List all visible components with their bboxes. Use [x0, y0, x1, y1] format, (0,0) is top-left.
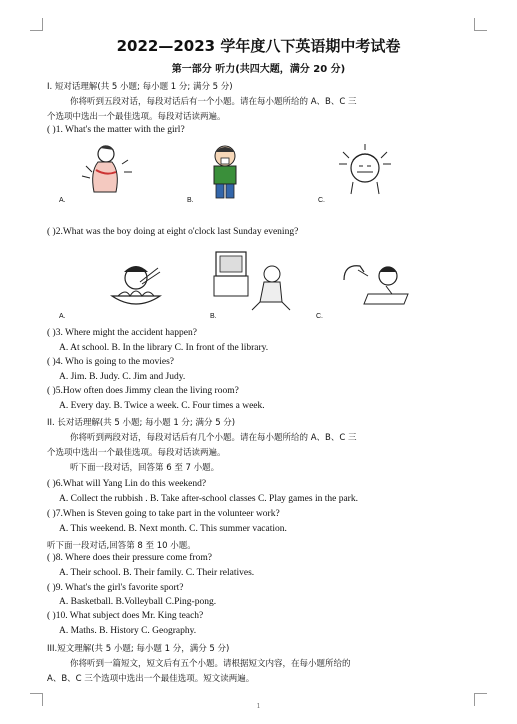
question-8: ( )8. Where does their pressure come from? — [47, 553, 212, 563]
section2-instruction-line2: 个选项中选出一个最佳选项。每段对话读两遍。 — [47, 448, 226, 458]
question-6: ( )6.What will Yang Lin do this weekend? — [47, 479, 207, 489]
question-3: ( )3. Where might the accident happen? — [47, 328, 197, 338]
question-8-options: A. Their school. B. Their family. C. Their relatives. — [59, 568, 255, 578]
question-3-options: A. At school. B. In the library C. In front of the library. — [59, 343, 269, 353]
question-5: ( )5.How often does Jimmy clean the living room? — [47, 386, 239, 396]
q2-label-b: B. — [210, 313, 217, 320]
section1-heading: I. 短对话理解(共 5 小题; 每小题 1 分; 满分 5 分) — [47, 82, 233, 92]
question-9: ( )9. What's the girl's favorite sport? — [47, 583, 184, 593]
doing-homework-picture — [340, 260, 416, 312]
part-one-subtitle: 第一部分 听力(共四大题，满分 20 分) — [171, 64, 346, 75]
question-5-options: A. Every day. B. Twice a week. C. Four times a week. — [59, 401, 265, 411]
q1-label-b: B. — [187, 197, 194, 204]
cold-sneezing-picture — [200, 142, 250, 202]
q2-label-a: A. — [59, 313, 66, 320]
section2-listen-first: 听下面一段对话，回答第 6 至 7 小题。 — [70, 463, 220, 473]
question-7: ( )7.When is Steven going to take part in the volunteer work? — [47, 509, 280, 519]
exam-title: 2022—2023 学年度八下英语期中考试卷 — [116, 37, 401, 55]
section2-instruction-line1: 你将听到两段对话，每段对话后有几个小题。请在每小题所给的 A、B、C 三 — [70, 433, 357, 443]
question-7-options: A. This weekend. B. Next month. C. This summer vacation. — [59, 524, 287, 534]
section1-instruction-line1: 你将听到五段对话，每段对话后有一个小题。请在每小题所给的 A、B、C 三 — [70, 97, 357, 107]
section3-instruction-line2: A、B、C 三个选项中选出一个最佳选项。短文读两遍。 — [47, 674, 255, 684]
section2-heading: II. 长对话理解(共 5 小题; 每小题 1 分; 满分 5 分) — [47, 418, 236, 428]
section3-heading: III.短文理解(共 5 小题; 每小题 1 分，满分 5 分) — [47, 644, 230, 654]
watching-tv-picture — [212, 246, 298, 312]
crop-mark-top-right — [474, 18, 487, 31]
question-6-options: A. Collect the rubbish . B. Take after-school classes C. Play games in the park. — [59, 494, 358, 504]
page-number: 1 — [256, 703, 261, 710]
crop-mark-top-left — [30, 18, 43, 31]
section2-listen-second: 听下面一段对话,回答第 8 至 10 小题。 — [47, 541, 196, 551]
q1-label-c: C. — [318, 197, 325, 204]
section1-instruction-line2: 个选项中选出一个最佳选项。每段对话读两遍。 — [47, 112, 226, 122]
stomachache-picture — [72, 142, 142, 202]
question-10: ( )10. What subject does Mr. King teach? — [47, 611, 204, 621]
question-2: ( )2.What was the boy doing at eight o'clock last Sunday evening? — [47, 227, 299, 237]
question-1: ( )1. What's the matter with the girl? — [47, 125, 185, 135]
q2-label-c: C. — [316, 313, 323, 320]
question-10-options: A. Maths. B. History C. Geography. — [59, 626, 197, 636]
q1-label-a: A. — [59, 197, 66, 204]
eating-noodles-picture — [100, 262, 172, 314]
question-4: ( )4. Who is going to the movies? — [47, 357, 175, 367]
headache-picture — [335, 142, 395, 197]
section3-instruction-line1: 你将听到一篇短文，短文后有五个小题。请根据短文内容，在每小题所给的 — [70, 659, 351, 669]
question-9-options: A. Basketball. B.Volleyball C.Ping-pong. — [59, 597, 217, 607]
question-4-options: A. Jim. B. Judy. C. Jim and Judy. — [59, 372, 186, 382]
